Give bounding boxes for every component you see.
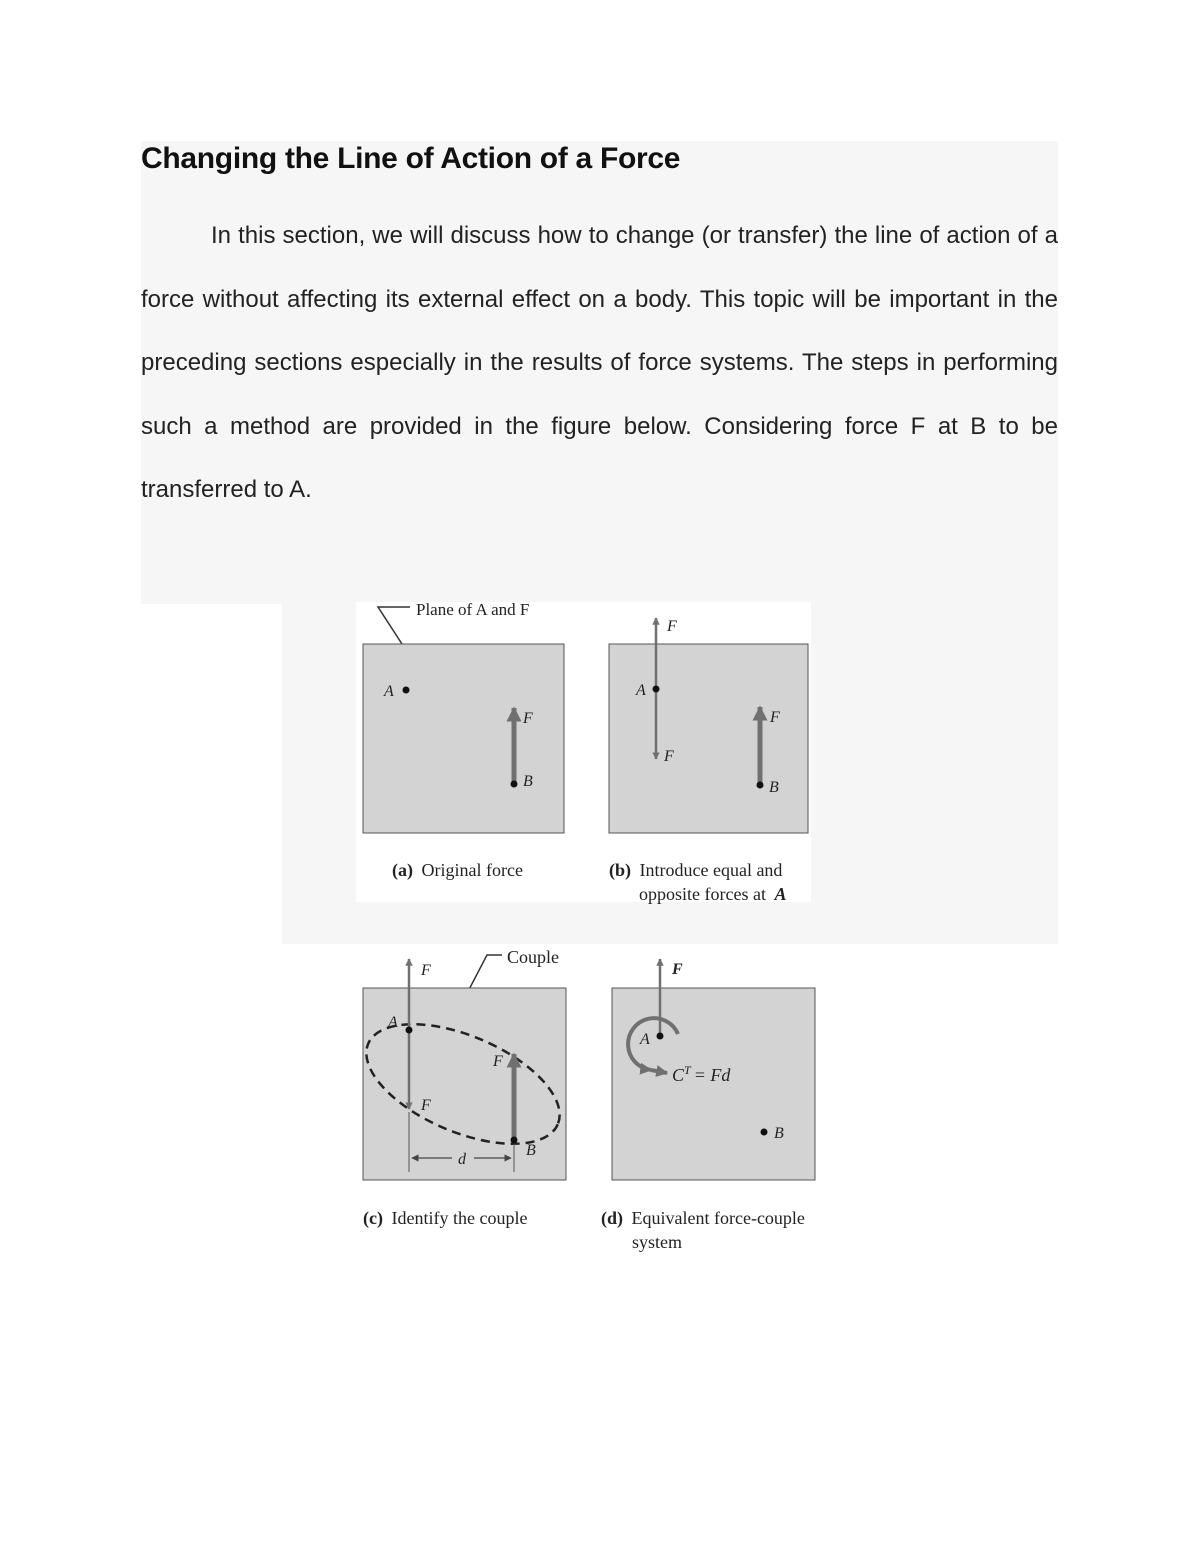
point-b-label: B bbox=[526, 1142, 536, 1159]
moment-rhs: = Fd bbox=[693, 1065, 731, 1085]
plane-a bbox=[363, 644, 564, 833]
force-label: F bbox=[523, 710, 533, 727]
caption-b-point: A bbox=[774, 884, 787, 904]
moment-superscript: T bbox=[684, 1063, 691, 1077]
caption-d-text1: Equivalent force-couple bbox=[631, 1208, 805, 1228]
point-a-dot bbox=[653, 686, 660, 693]
force-up-label: F bbox=[667, 618, 677, 635]
point-b-label: B bbox=[523, 773, 533, 790]
caption-c bbox=[363, 1208, 527, 1229]
point-a-label: A bbox=[388, 1014, 398, 1031]
caption-d-line2: system bbox=[632, 1232, 683, 1252]
force-down-label: F bbox=[421, 1097, 431, 1114]
force-b-label: F bbox=[770, 709, 780, 726]
panel-b bbox=[609, 618, 808, 904]
force-label: F bbox=[672, 961, 683, 978]
point-a-label: A bbox=[640, 1031, 650, 1048]
caption-c-text: Identify the couple bbox=[391, 1208, 528, 1228]
force-down-label: F bbox=[664, 748, 674, 765]
panel-c bbox=[356, 947, 577, 1229]
couple-label: Couple bbox=[507, 947, 559, 967]
point-a-label: A bbox=[636, 682, 646, 699]
caption-b-text1: Introduce equal and bbox=[639, 860, 783, 880]
panel-d bbox=[601, 959, 815, 1252]
plane-b bbox=[609, 644, 808, 833]
caption-a-text: Original force bbox=[421, 860, 523, 880]
point-a-label: A bbox=[384, 683, 394, 700]
point-b-dot bbox=[757, 782, 764, 789]
caption-b-tag: (b) bbox=[609, 860, 631, 880]
caption-d-tag: (d) bbox=[601, 1208, 623, 1228]
distance-label: d bbox=[458, 1151, 466, 1168]
force-b-label: F bbox=[493, 1053, 503, 1070]
caption-a bbox=[392, 860, 523, 881]
caption-b-line1 bbox=[609, 860, 782, 881]
section-paragraph: In this section, we will discuss how to change (or transfer) the line of action of a force without affecting its external effect on a body. This topic will be important in the preceding sections especially in the results of force systems. The steps in performing such a method are provided in the figure below. Considering force F at B to be transferred to A. bbox=[141, 222, 1058, 503]
caption-d-line1 bbox=[601, 1208, 805, 1229]
caption-a-tag: (a) bbox=[392, 860, 413, 880]
point-b-label: B bbox=[769, 779, 779, 796]
force-up-label: F bbox=[421, 962, 431, 979]
caption-b-line2 bbox=[639, 884, 786, 904]
moment-symbol: C bbox=[672, 1065, 685, 1085]
point-a-dot bbox=[403, 687, 410, 694]
point-a-dot bbox=[657, 1033, 664, 1040]
moment-label bbox=[672, 1063, 731, 1085]
section-heading: Changing the Line of Action of a Force bbox=[141, 142, 681, 175]
point-b-dot bbox=[511, 781, 518, 788]
point-b-dot bbox=[761, 1129, 768, 1136]
caption-c-tag: (c) bbox=[363, 1208, 383, 1228]
point-b-label: B bbox=[774, 1125, 784, 1142]
point-a-dot bbox=[406, 1027, 413, 1034]
plane-label: Plane of A and F bbox=[416, 602, 530, 619]
caption-b-text2: opposite forces at bbox=[639, 884, 766, 904]
point-b-dot bbox=[511, 1137, 518, 1144]
force-transfer-figure bbox=[356, 602, 831, 1262]
